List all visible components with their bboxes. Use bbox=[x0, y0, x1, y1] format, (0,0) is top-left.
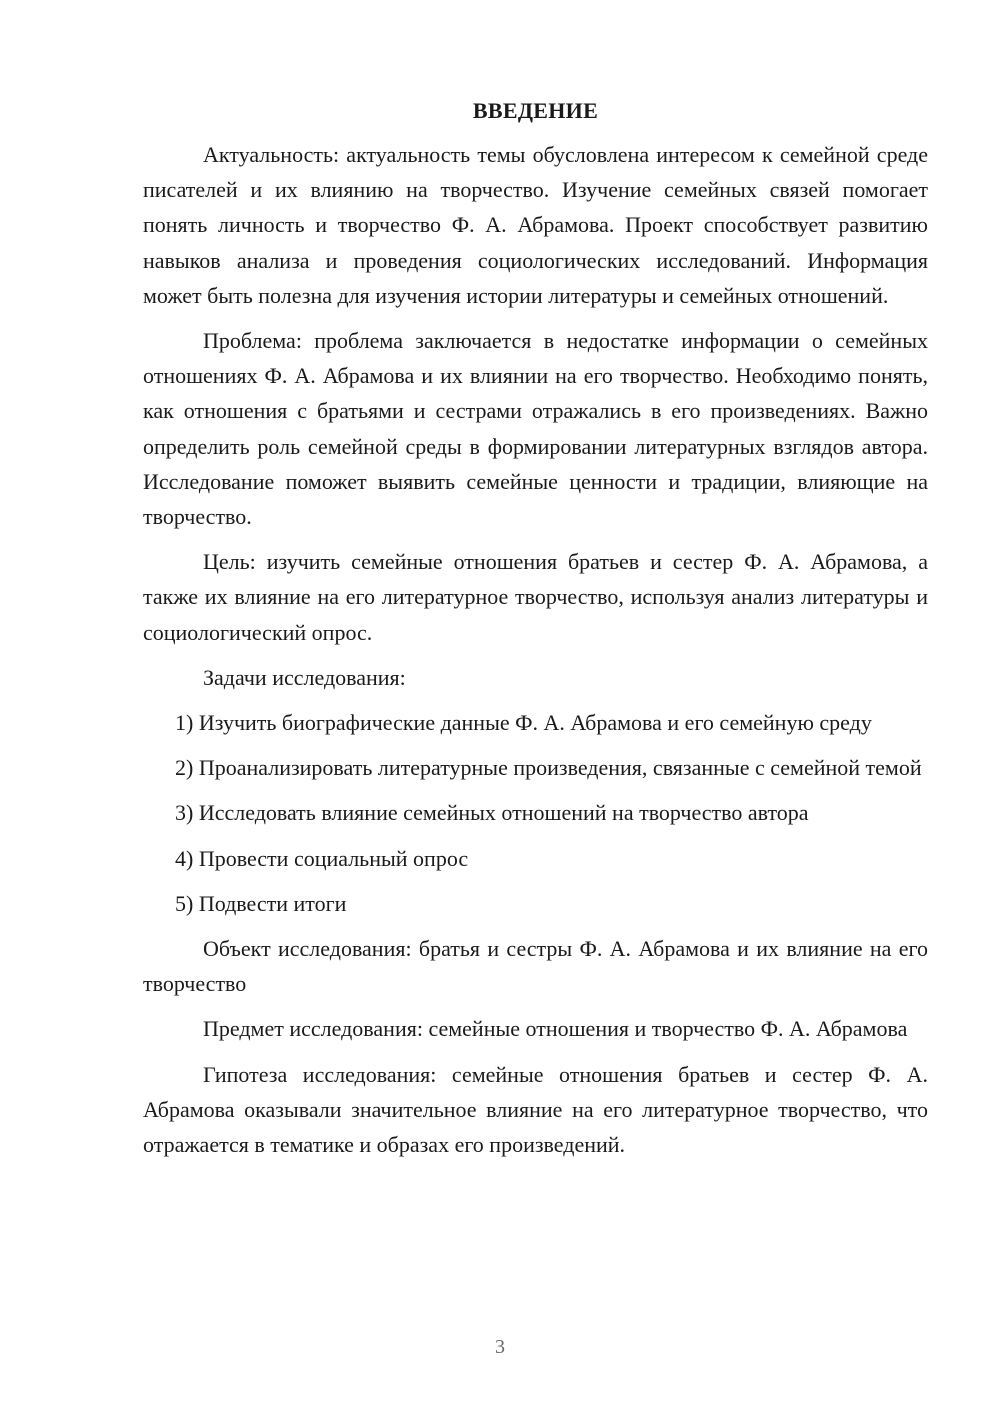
hypothesis-paragraph: Гипотеза исследования: семейные отношения братьев и сестер Ф. А. Абрамова оказывали значительное влияние на его литературное творчество, что отражается в тематике и образах его произведений. bbox=[143, 1061, 928, 1158]
page-number: 3 bbox=[495, 1336, 505, 1358]
task-item-1: 1) Изучить биографические данные Ф. А. Абрамова и его семейную среду bbox=[175, 710, 872, 736]
task-item-4: 4) Провести социальный опрос bbox=[175, 845, 469, 871]
relevance-paragraph: Актуальность: актуальность темы обусловлена интересом к семейной среде писателей и их влиянию на творчество. Изучение семейных связей помогает понять личность и творчество Ф. А. Абрамова. Проект способствует развитию навыков анализа и проведения социологических исследований. Информация может быть полезна для изучения истории литературы и семейных отношений. bbox=[143, 142, 928, 308]
tasks-heading: Задачи исследования: bbox=[203, 664, 406, 690]
task-item-5: 5) Подвести итоги bbox=[175, 890, 347, 916]
problem-paragraph: Проблема: проблема заключается в недостатке информации о семейных отношениях Ф. А. Абрамова и их влиянии на его творчество. Необходимо понять, как отношения с братьями и сестрами отражались в его произведениях. Важно определить роль семейной среды в формировании литературных взглядов автора. Исследование поможет выявить семейные ценности и традиции, влияющие на творчество. bbox=[143, 328, 928, 530]
document-page bbox=[143, 95, 928, 1172]
task-item-2: 2) Проанализировать литературные произведения, связанные с семейной темой bbox=[175, 755, 922, 781]
goal-paragraph: Цель: изучить семейные отношения братьев и сестер Ф. А. Абрамова, а также их влияние на его литературное творчество, используя анализ литературы и социологический опрос. bbox=[143, 549, 928, 645]
subject-paragraph: Предмет исследования: семейные отношения и творчество Ф. А. Абрамова bbox=[203, 1016, 908, 1042]
object-paragraph: Объект исследования: братья и сестры Ф. А. Абрамова и их влияние на его творчество bbox=[143, 936, 928, 997]
task-item-3: 3) Исследовать влияние семейных отношений на творчество автора bbox=[175, 800, 809, 826]
section-title: ВВЕДЕНИЕ bbox=[472, 98, 599, 123]
